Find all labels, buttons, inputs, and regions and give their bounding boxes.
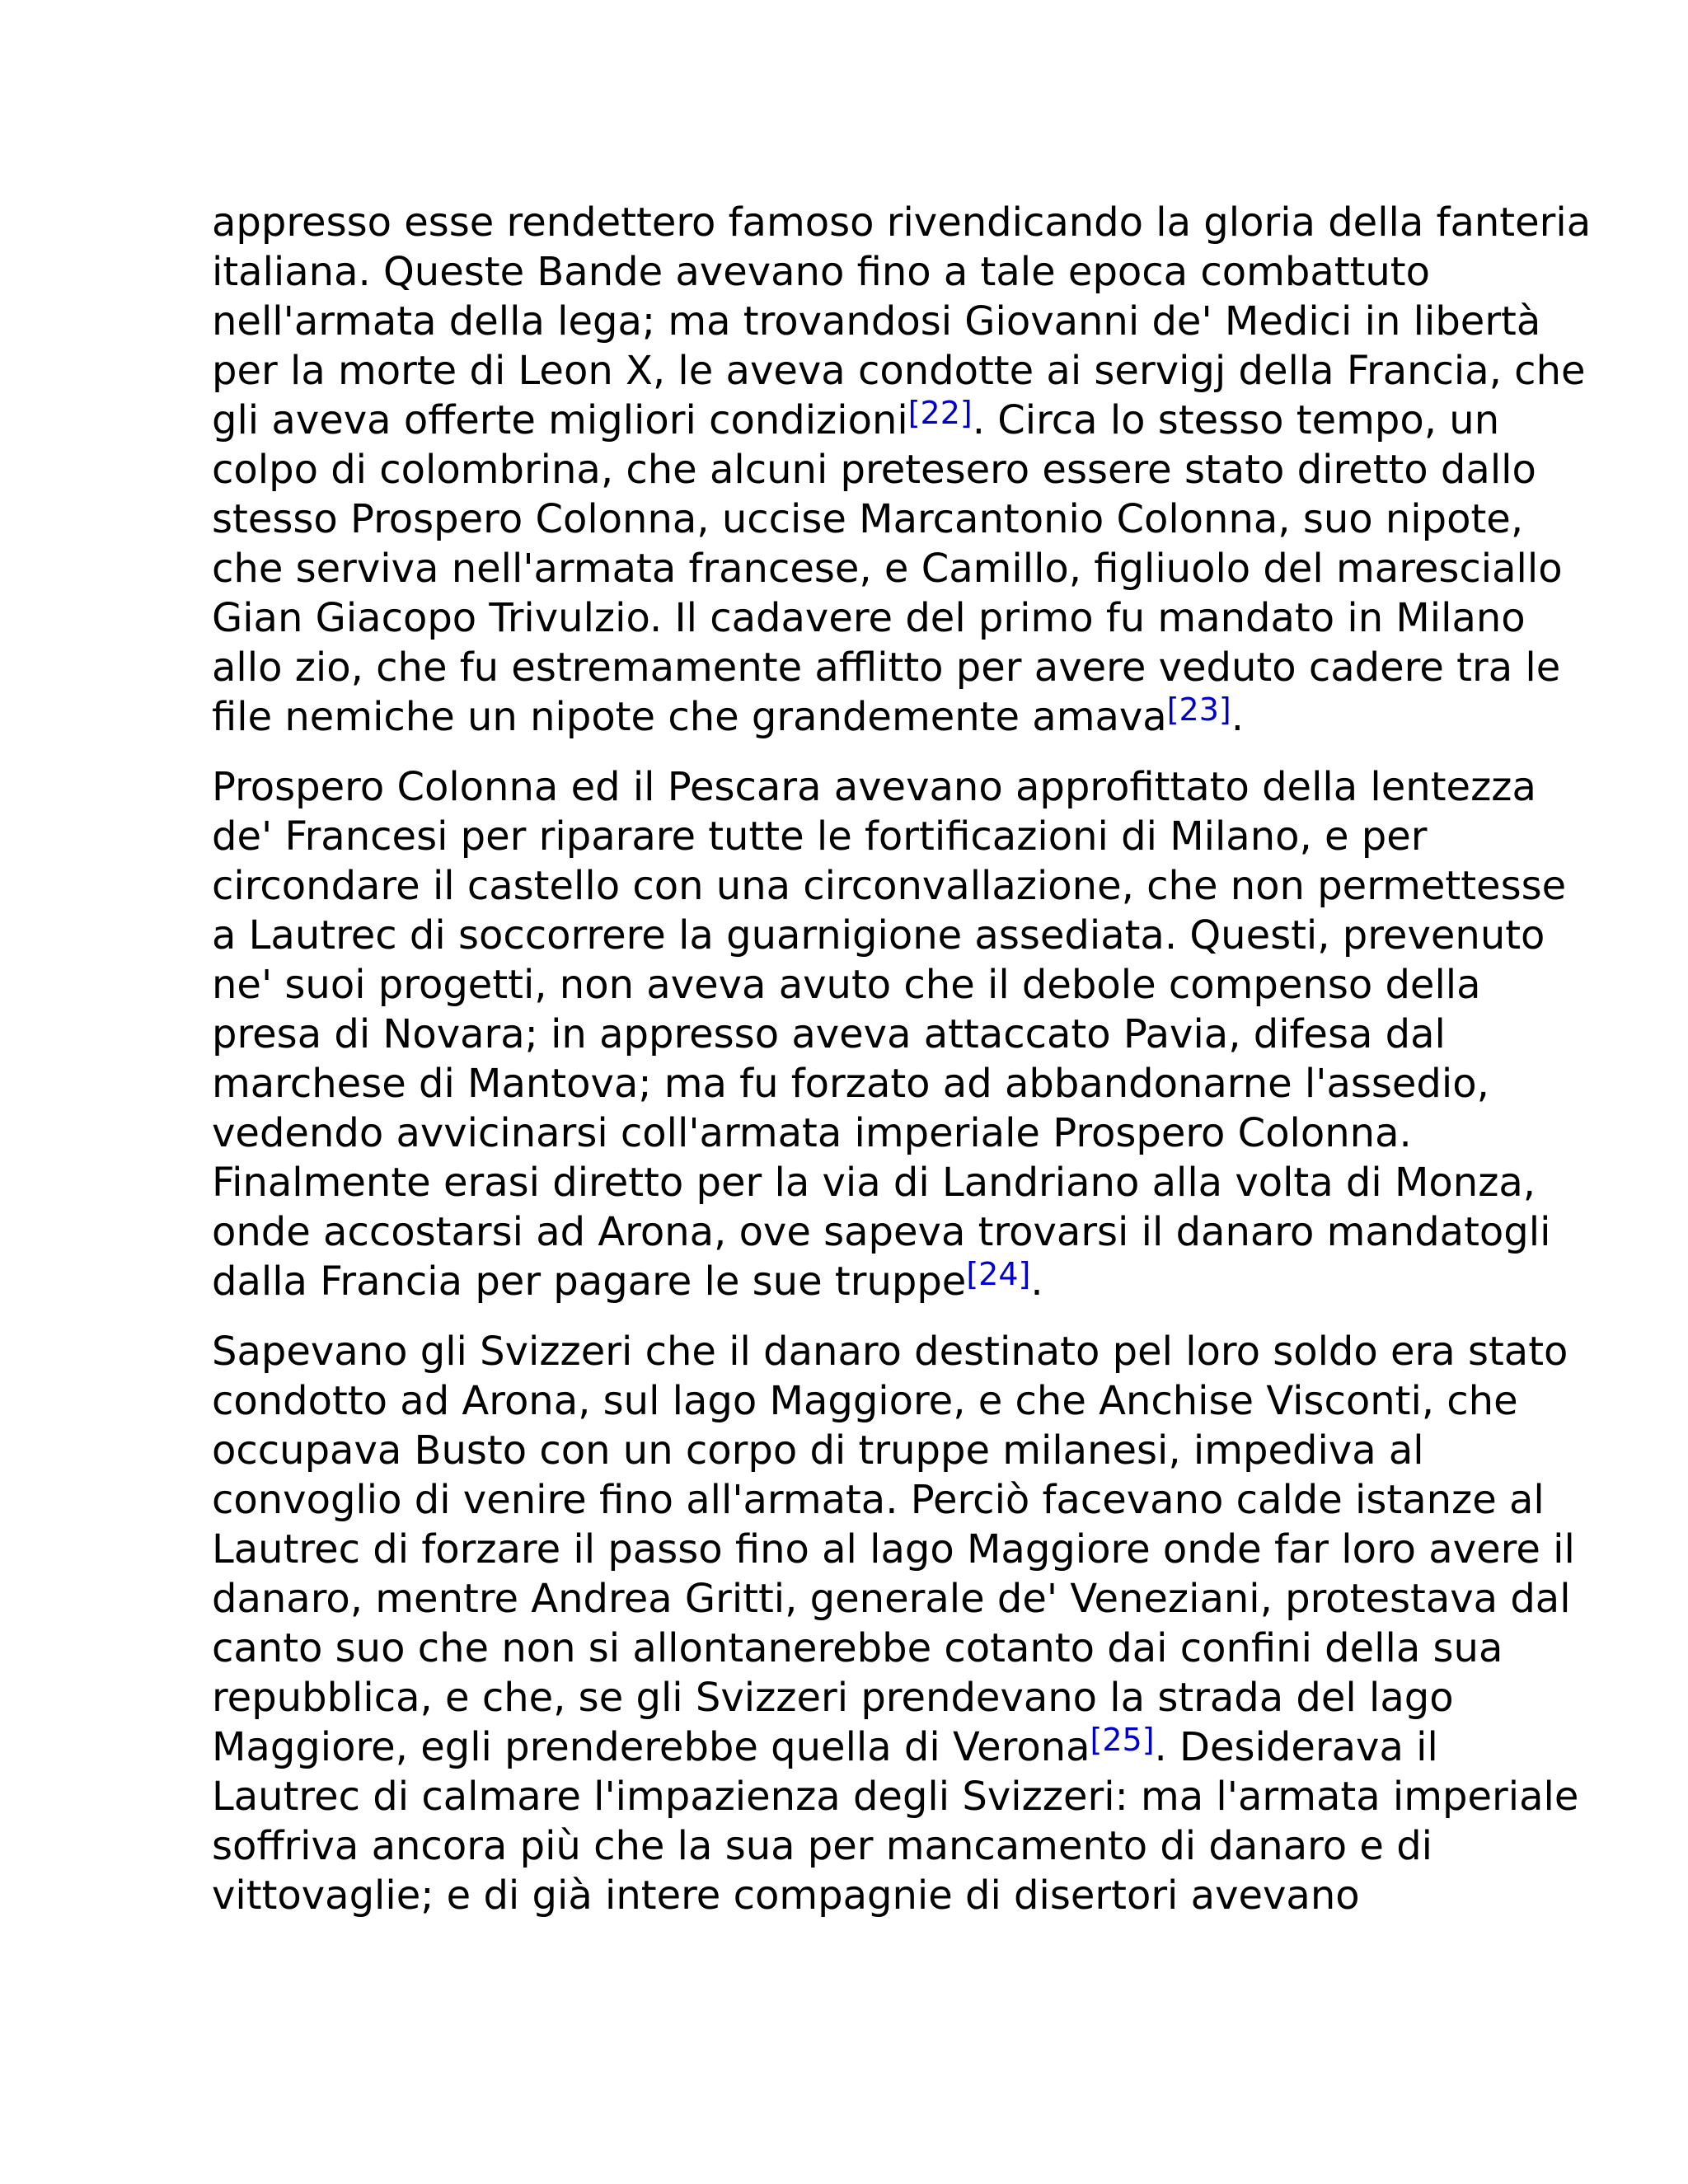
text-segment: Sapevano gli Svizzeri che il danaro destinato pel loro soldo era stato bbox=[212, 1329, 1568, 1375]
footnote-link[interactable]: [23] bbox=[1166, 691, 1231, 728]
text-segment: Lautrec di calmare l'impazienza degli Svizzeri: ma l'armata imperiale bbox=[212, 1774, 1579, 1820]
paragraph bbox=[212, 762, 1567, 1306]
text-segment: . Desiderava il bbox=[1154, 1724, 1438, 1770]
text-segment: circondare il castello con una circonvallazione, che non permettesse bbox=[212, 863, 1567, 909]
text-segment: che serviva nell'armata francese, e Camillo, figliuolo del maresciallo bbox=[212, 546, 1563, 592]
text-segment: condotto ad Arona, sul lago Maggiore, e che Anchise Visconti, che bbox=[212, 1378, 1518, 1424]
text-segment: . bbox=[1231, 694, 1244, 740]
text-segment: presa di Novara; in appresso aveva attaccato Pavia, difesa dal bbox=[212, 1011, 1446, 1057]
text-line bbox=[212, 1525, 1575, 1574]
text-line bbox=[212, 297, 1541, 346]
text-line bbox=[212, 593, 1526, 643]
text-segment: Finalmente erasi diretto per la via di Landriano alla volta di Monza, bbox=[212, 1160, 1536, 1206]
text-line bbox=[212, 198, 1592, 247]
text-line bbox=[212, 643, 1561, 692]
text-segment: stesso Prospero Colonna, uccise Marcantonio Colonna, suo nipote, bbox=[212, 496, 1524, 542]
text-line bbox=[212, 445, 1536, 494]
text-segment: occupava Busto con un corpo di truppe milanesi, impediva al bbox=[212, 1427, 1424, 1474]
text-line bbox=[212, 1010, 1498, 1059]
document-page bbox=[212, 198, 1592, 1941]
text-line bbox=[212, 861, 1567, 911]
text-segment: vedendo avvicinarsi coll'armata imperiale Prospero Colonna. bbox=[212, 1110, 1412, 1156]
text-segment: onde accostarsi ad Arona, ove sapeva trovarsi il danaro mandatogli bbox=[212, 1209, 1551, 1255]
text-line bbox=[212, 1108, 1498, 1158]
text-segment: per la morte di Leon X, le aveva condotte ai servigj della Francia, che bbox=[212, 348, 1586, 394]
text-line bbox=[212, 1574, 1571, 1624]
text-line bbox=[212, 396, 1498, 445]
text-segment: soffriva ancora più che la sua per mancamento di danaro e di bbox=[212, 1823, 1433, 1869]
text-segment: Maggiore, egli prenderebbe quella di Verona bbox=[212, 1724, 1090, 1770]
text-segment: marchese di Mantova; ma fu forzato ad abbandonarne l'assedio, bbox=[212, 1061, 1489, 1107]
text-line bbox=[212, 1257, 1498, 1306]
text-segment: danaro, mentre Andrea Gritti, generale de' Veneziani, protestava dal bbox=[212, 1576, 1571, 1622]
text-segment: a Lautrec di soccorrere la guarnigione assediata. Questi, prevenuto bbox=[212, 912, 1545, 958]
text-line bbox=[212, 1673, 1498, 1722]
text-segment: file nemiche un nipote che grandemente amava bbox=[212, 694, 1167, 740]
text-line bbox=[212, 911, 1545, 960]
text-line bbox=[212, 1059, 1498, 1108]
text-line bbox=[212, 1624, 1503, 1673]
text-segment: nell'armata della lega; ma trovandosi Giovanni de' Medici in libertà bbox=[212, 298, 1541, 344]
text-segment: Prospero Colonna ed il Pescara avevano approfittato della lentezza bbox=[212, 764, 1536, 810]
text-line bbox=[212, 1426, 1498, 1475]
footnote-link[interactable]: [22] bbox=[907, 395, 973, 431]
text-line bbox=[212, 960, 1498, 1010]
text-segment: appresso esse rendettero famoso rivendicando la gloria della fanteria bbox=[212, 199, 1592, 246]
text-segment: convoglio di venire fino all'armata. Perciò facevano calde istanze al bbox=[212, 1477, 1545, 1523]
text-line bbox=[212, 1821, 1498, 1871]
paragraph bbox=[212, 198, 1592, 742]
text-line bbox=[212, 1376, 1518, 1426]
text-segment: canto suo che non si allontanerebbe cotanto dai confini della sua bbox=[212, 1625, 1503, 1671]
text-segment: de' Francesi per riparare tutte le fortificazioni di Milano, e per bbox=[212, 813, 1428, 860]
text-segment: Lautrec di forzare il passo fino al lago Maggiore onde far loro avere il bbox=[212, 1526, 1575, 1572]
text-line bbox=[212, 1327, 1568, 1376]
text-segment: allo zio, che fu estremamente afflitto per avere veduto cadere tra le bbox=[212, 644, 1561, 691]
text-line bbox=[212, 346, 1586, 396]
footnote-link[interactable]: [25] bbox=[1090, 1722, 1155, 1758]
text-line bbox=[212, 1207, 1551, 1257]
text-segment: colpo di colombrina, che alcuni pretesero essere stato diretto dallo bbox=[212, 447, 1536, 493]
footnote-link[interactable]: [24] bbox=[966, 1256, 1031, 1292]
text-segment: italiana. Queste Bande avevano fino a tale epoca combattuto bbox=[212, 249, 1430, 295]
text-segment: repubblica, e che, se gli Svizzeri prendevano la strada del lago bbox=[212, 1675, 1454, 1721]
text-segment: ne' suoi progetti, non aveva avuto che il debole compenso della bbox=[212, 962, 1481, 1008]
text-segment: vittovaglie; e di già intere compagnie di disertori avevano bbox=[212, 1872, 1360, 1919]
text-line bbox=[212, 544, 1563, 593]
text-line bbox=[212, 1772, 1579, 1821]
text-line bbox=[212, 1158, 1536, 1207]
text-line bbox=[212, 1475, 1545, 1525]
text-segment: dalla Francia per pagare le sue truppe bbox=[212, 1258, 967, 1305]
text-line bbox=[212, 812, 1498, 861]
text-line bbox=[212, 1722, 1498, 1772]
text-line bbox=[212, 494, 1524, 544]
text-line bbox=[212, 1871, 1498, 1920]
text-segment: Gian Giacopo Trivulzio. Il cadavere del primo fu mandato in Milano bbox=[212, 595, 1526, 641]
paragraph bbox=[212, 1327, 1579, 1920]
text-line bbox=[212, 247, 1498, 297]
text-segment: . bbox=[1030, 1258, 1043, 1305]
text-segment: . Circa lo stesso tempo, un bbox=[972, 397, 1500, 443]
text-line bbox=[212, 762, 1536, 812]
text-segment: gli aveva offerte migliori condizioni bbox=[212, 397, 908, 443]
text-line bbox=[212, 692, 1498, 742]
